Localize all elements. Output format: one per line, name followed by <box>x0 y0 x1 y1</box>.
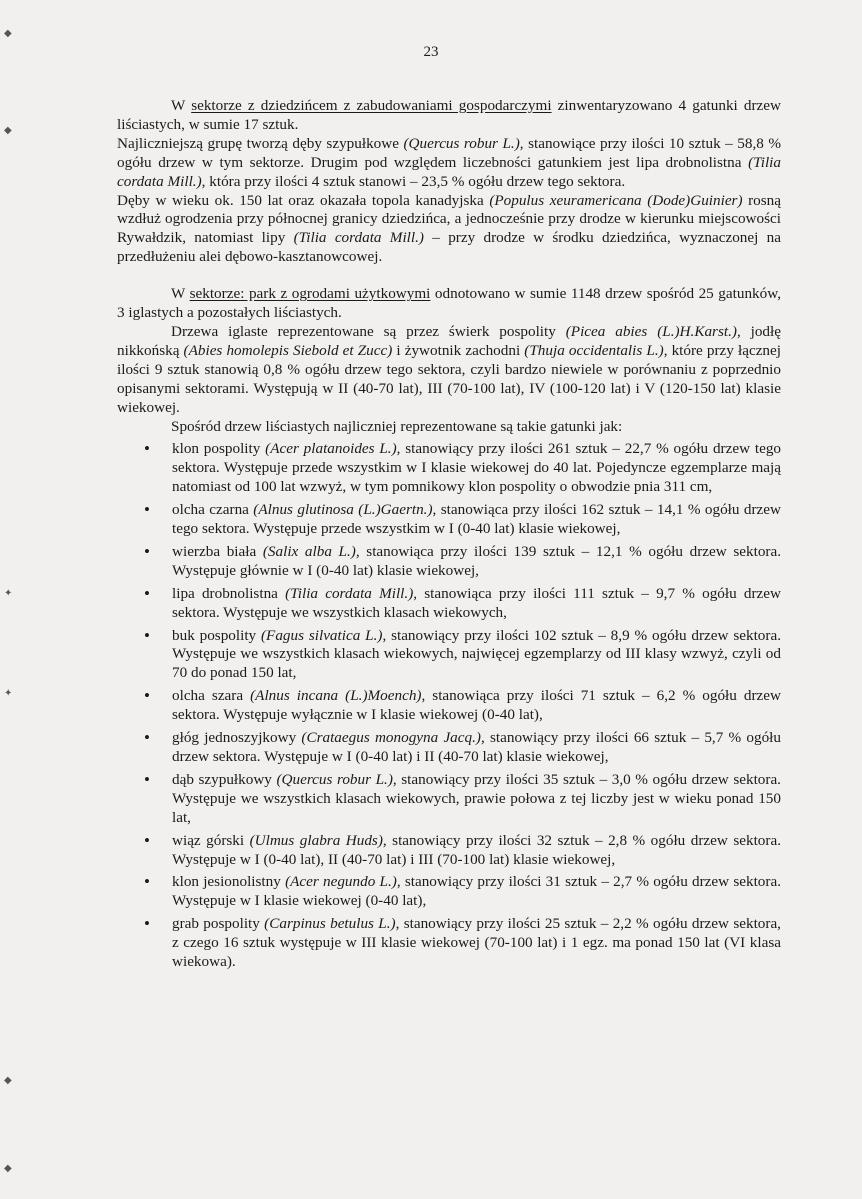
species-description: , stanowiący przy ilości 25 sztuk – 2,2 % ogółu drzew sektora, z czego 16 sztuk występuje w III klasie wiekowej (70-100 lat) i 1 egz. ma ponad 150 lat (VI klasa wiekowa). <box>172 915 781 971</box>
latin-name: (Fagus silvatica L.) <box>260 626 383 644</box>
species-description: , stanowiący przy ilości 32 sztuk – 2,8 % ogółu drzew sektora. Występuje w I (0-40 lat), II (40-70 lat) i III (70-100 lat) klasie wiekowej, <box>172 831 781 868</box>
species-description: , stanowiący przy ilości 102 sztuk – 8,9 % ogółu drzew sektora. Występuje we wszystkich klasach wiekowych, najwięcej egzemplarzy od III klasy wzwyż, czyli od 70 do ponad 150 lat, <box>172 626 781 682</box>
text-fragment: , które przy łącznej ilości 9 sztuk stanowią 0,8 % ogółu drzew tego sektora, czyli bardzo niewiele w porównaniu z poprzednio opisanymi sektorami. Występują w II (40-70 lat), III (70-100 lat), IV (100-120 lat) i V (120-150 lat) klasie wiekowej. <box>117 341 781 416</box>
scan-mark: ◆ <box>4 28 12 39</box>
species-name: olcha szara <box>172 687 251 705</box>
latin-name: (Populus xeuramericana (Dode)Guinier) <box>489 191 743 209</box>
species-name: lipa drobnolistna <box>172 584 286 602</box>
species-name: grab pospolity <box>172 915 265 933</box>
latin-name: (Carpinus betulus L.) <box>264 915 396 933</box>
scan-mark: ◆ <box>4 125 12 136</box>
species-name: dąb szypułkowy <box>172 770 277 788</box>
species-name: wiąz górski <box>172 831 250 849</box>
species-description: , stanowiąca przy ilości 111 sztuk – 9,7 % ogółu drzew sektora. Występuje we wszystkich klasach wiekowych, <box>172 584 781 621</box>
latin-name: (Tilia cordata Mill.) <box>293 229 424 247</box>
list-item <box>117 915 781 972</box>
conifers-paragraph <box>117 323 781 418</box>
species-description: , stanowiący przy ilości 31 sztuk – 2,7 % ogółu drzew sektora. Występuje w I klasie wiekowej (0-40 lat), <box>172 873 781 910</box>
list-item <box>117 501 781 539</box>
species-description: , stanowiący przy ilości 35 sztuk – 3,0 % ogółu drzew sektora. Występuje we wszystkich klasach wiekowych, prawie połowa z tej liczby jest w wieku ponad 150 lat, <box>172 770 781 826</box>
sector1-paragraph-2 <box>117 135 781 192</box>
latin-name: (Ulmus glabra Huds) <box>249 831 383 849</box>
list-item <box>117 543 781 581</box>
page-number: 23 <box>423 44 439 60</box>
text-fragment: W <box>171 285 190 303</box>
scan-mark: ✦ <box>4 588 13 599</box>
list-item <box>117 771 781 828</box>
species-name: buk pospolity <box>172 626 261 644</box>
latin-name: (Acer negundo L.) <box>285 873 397 891</box>
species-name: klon jesionolistny <box>172 873 286 891</box>
scan-mark: ◆ <box>4 1163 12 1174</box>
list-item <box>117 832 781 870</box>
latin-name: (Quercus robur L.) <box>276 770 393 788</box>
text-fragment: Drzewa iglaste reprezentowane są przez świerk pospolity <box>171 322 566 340</box>
latin-name: (Acer platanoides L.) <box>265 440 397 458</box>
sector2-heading: sektorze: park z ogrodami użytkowymi <box>189 285 431 303</box>
text-fragment: rosną wzdłuż ogrodzenia przy północnej granicy dziedzińca, a jednocześnie przy drodze w kierunku miejscowości Rywałdzik, natomiast lipy <box>117 191 781 247</box>
deciduous-intro: Spośród drzew liściastych najliczniej reprezentowane są takie gatunki jak: <box>171 417 623 435</box>
text-fragment: i żywotnik zachodni <box>392 341 525 359</box>
text-fragment: W <box>171 97 192 114</box>
list-item <box>117 627 781 684</box>
species-description: , stanowiąca przy ilości 162 sztuk – 14,1 % ogółu drzew tego sektora. Występuje przede wszystkim w I (0-40 lat) klasie wiekowej, <box>172 501 781 538</box>
text-fragment: , stanowiące przy ilości 10 sztuk – 58,8 % ogółu drzew w tym sektorze. Drugim pod względem liczebności gatunkiem jest lipa drobnolistna <box>117 134 781 171</box>
species-name: wierzba biała <box>172 542 263 560</box>
sector1-paragraph-3 <box>117 192 781 268</box>
list-item <box>117 729 781 767</box>
sector1-heading: sektorze z dziedzińcem z zabudowaniami gospodarczymi <box>191 97 552 114</box>
list-item <box>117 687 781 725</box>
text-fragment: odnotowano w sumie 1148 drzew spośród 25 gatunków, 3 iglastych a pozostałych liściastych. <box>117 285 782 322</box>
text-fragment: , jodłę nikkońską <box>117 322 781 359</box>
species-description: , stanowiący przy ilości 66 sztuk – 5,7 % ogółu drzew sektora. Występuje w I (0-40 lat) i II (40-70 lat) klasie wiekowej, <box>172 729 781 765</box>
latin-name: (Alnus glutinosa (L.)Gaertn.) <box>253 501 433 519</box>
scan-mark: ◆ <box>4 1075 12 1086</box>
species-name: klon pospolity <box>172 440 266 458</box>
document-body <box>117 97 781 972</box>
species-name: olcha czarna <box>172 501 254 519</box>
species-description: , stanowiący przy ilości 261 sztuk – 22,7 % ogółu drzew tego sektora. Występuje przede wszystkim w I klasie wiekowej do 40 lat. Pojedyncze egzemplarze mają natomiast od 100 lat wzwyż, w tym pomnikowy klon pospolity o obwodzie pnia 311 cm, <box>172 440 782 496</box>
latin-name: (Picea abies (L.)H.Karst.) <box>565 322 737 340</box>
sector2-intro <box>117 285 781 323</box>
latin-name: (Tilia cordata Mill.) <box>285 584 414 602</box>
list-item <box>117 873 781 911</box>
latin-name: (Abies homolepis Siebold et Zucc) <box>183 341 393 359</box>
list-item <box>117 440 781 497</box>
text-fragment: – przy drodze w środku dziedzińca, wyznaczonej na przedłużeniu alei dębowo-kasztanowcowej. <box>117 229 781 266</box>
sector1-intro <box>117 97 781 135</box>
text-fragment: zinwentaryzowano 4 gatunki drzew liściastych, w sumie 17 sztuk. <box>117 97 781 133</box>
latin-name: (Thuja occidentalis L.) <box>524 341 664 359</box>
scan-mark: ✦ <box>4 688 13 699</box>
species-list <box>117 440 781 972</box>
species-description: , stanowiąca przy ilości 71 sztuk – 6,2 % ogółu drzew sektora. Występuje wyłącznie w I klasie wiekowej (0-40 lat), <box>172 687 781 724</box>
latin-name: (Tilia cordata Mill.) <box>117 153 781 190</box>
latin-name: (Salix alba L.) <box>262 542 356 560</box>
text-fragment: , która przy ilości 4 sztuk stanowi – 23,5 % ogółu drzew tego sektora. <box>201 172 626 190</box>
species-description: , stanowiąca przy ilości 139 sztuk – 12,1 % ogółu drzew sektora. Występuje głównie w I (0-40 lat) klasie wiekowej, <box>172 542 782 579</box>
species-name: głóg jednoszyjkowy <box>172 729 302 747</box>
list-item <box>117 585 781 623</box>
latin-name: (Crataegus monogyna Jacq.) <box>301 729 481 747</box>
text-fragment: Najliczniejszą grupę tworzą dęby szypułkowe <box>117 134 404 152</box>
latin-name: (Quercus robur L.) <box>403 134 520 152</box>
latin-name: (Alnus incana (L.)Moench) <box>250 687 422 705</box>
text-fragment: Dęby w wieku ok. 150 lat oraz okazała topola kanadyjska <box>117 191 490 209</box>
